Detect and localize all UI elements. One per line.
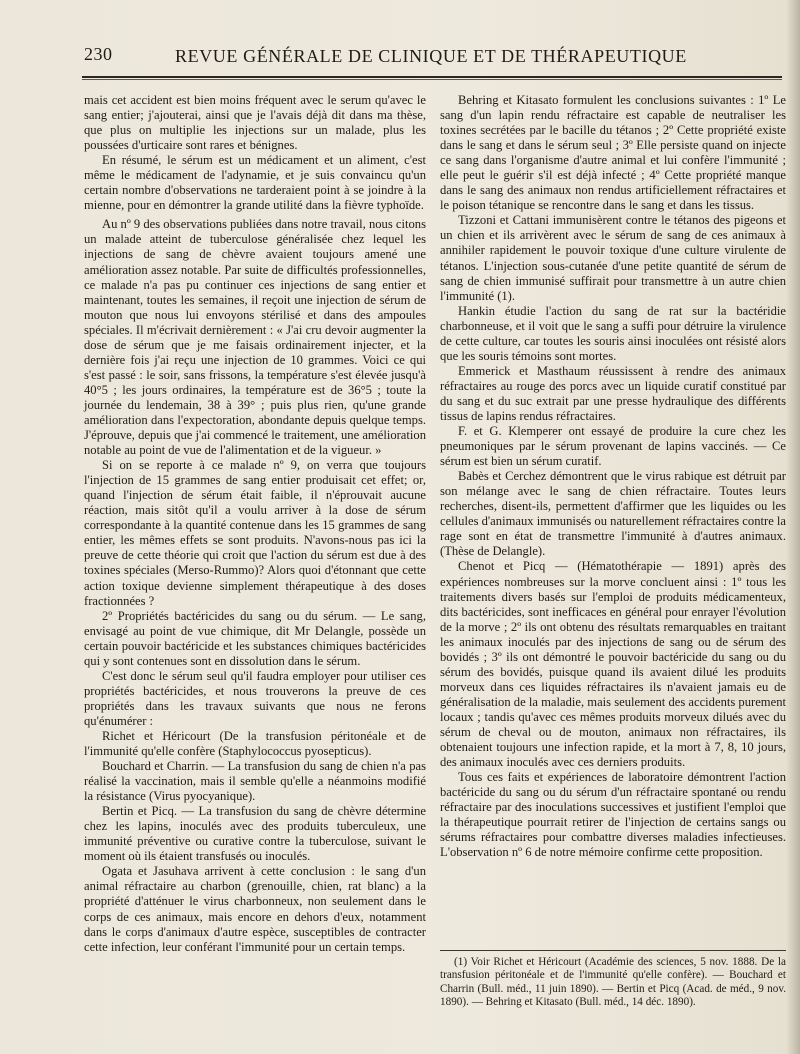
paragraph: Bertin et Picq. — La transfusion du sang de chèvre détermine chez les lapins, inoculés avec des produits tuberculeux, une immunité préventive ou curative contre la tuberculose, suivant le moment où ils étaient transfusés ou inoculés. — [84, 804, 426, 864]
paragraph: Ogata et Jasuhava arrivent à cette conclusion : le sang d'un animal réfractaire au charbon (grenouille, chien, rat blanc) a la propriété d'atténuer le virus charbonneux, non seulement dans le corps de ces animaux, mais encore en dehors d'eux, notamment dans le corps d'animaux d'autre espèce, susceptibles de contracter cette infection, leur conférant l'immunité pour un certain temps. — [84, 864, 426, 954]
paragraph: Hankin étudie l'action du sang de rat sur la bactéridie charbonneuse, et il voit que le sang a suffi pour détruire la virulence de cette culture, car toutes les souris ainsi inoculées ont résisté alors que les souris témoins sont mortes. — [440, 303, 786, 363]
left-column — [84, 93, 426, 955]
paragraph: Tizzoni et Cattani immunisèrent contre le tétanos des pigeons et un chien et ils arrivèrent avec le sérum de sang de ces animaux à annihiler rapidement le pouvoir toxique d'une culture virulente de tétanos. L'injection sous-cutanée d'une petite quantité de sérum de sang de chien immunisé suffirait pour transmettre à un autre chien l'immunité (1). — [440, 213, 786, 303]
paragraph: mais cet accident est bien moins fréquent avec le serum qu'avec le sang entier; j'ajouterai, ainsi que je l'avais déjà dit dans ma thèse, que plus on multiplie les injections sur un malade, plus les poussées d'urticaire sont rares et bénignes. — [84, 93, 426, 153]
running-head: REVUE GÉNÉRALE DE CLINIQUE ET DE THÉRAPEUTIQUE — [175, 46, 687, 66]
header-rule — [82, 76, 782, 78]
paragraph: Si on se reporte à ce malade nº 9, on verra que toujours l'injection de 15 grammes de sang entier produisait cet effet; or, quand l'injection de sérum était faible, il n'éprouvait aucune réaction, mais sitôt qu'il a voulu arriver à la dose de sérum correspondante à la quantité contenue dans les 15 grammes de sang entier, les mêmes effets se sont produits. N'avons-nous pas ici la preuve de cette théorie qui croit que l'action du sérum est due à des toxines spéciales (Merso-Rummo)? Alors quoi d'étonnant que cette action toxique devienne simplement thérapeutique à des doses fractionnées ? — [84, 458, 426, 608]
page-number: 230 — [84, 44, 113, 64]
footnote: (1) Voir Richet et Héricourt (Académie des sciences, 5 nov. 1888. De la transfusion péritonéale et de l'immunité qu'elle confère). — Bouchard et Charrin (Bull. méd., 11 juin 1890). — Bertin et Picq (Acad. de méd., 9 nov. 1890). — Behring et Kitasato (Bull. méd., 14 déc. 1890). — [440, 956, 786, 1009]
paragraph: Bouchard et Charrin. — La transfusion du sang de chien n'a pas réalisé la vaccination, mais il semble qu'elle a néanmoins modifié la résistance (Virus pyocyanique). — [84, 759, 426, 804]
footnotes — [440, 956, 786, 1010]
paragraph: Richet et Héricourt (De la transfusion péritonéale et de l'immunité qu'elle confère (Staphylococcus pyosepticus). — [84, 728, 426, 759]
header-rule-thin — [82, 79, 782, 80]
paragraph: C'est donc le sérum seul qu'il faudra employer pour utiliser ces propriétés bactéricides, et nous trouverons la preuve de ces propriétés dans les travaux suivants que nous ne ferons qu'énumérer : — [84, 668, 426, 728]
paragraph: Emmerick et Masthaum réussissent à rendre des animaux réfractaires au rouge des porcs avec un liquide curatif constitué par du sang et du suc extrait par une presse hydraulique des différents tissus de lapins rendus réfractaires. — [440, 363, 786, 423]
paragraph: En résumé, le sérum est un médicament et un aliment, c'est même le médicament de l'adynamie, et je suis convaincu qu'un certain nombre d'observations ne tarderaient point à se joindre à la mienne, pour en démontrer la grande utilité dans la fièvre typhoïde. — [84, 153, 426, 213]
footnote-rule — [440, 950, 786, 951]
paragraph: Chenot et Picq — (Hématothérapie — 1891) après des expériences nombreuses sur la morve concluent ainsi : 1º tous les traitements divers basés sur l'emploi de produits médicamenteux, dits bactéricides, sont inefficaces en général pour enrayer l'évolution de la morve ; 2º ils ont obtenu des résultats remarquables en traitant les animaux inoculés par des injections de sang ou de sérum des bovidés ; 3º ils ont démontré le pouvoir bactéricide du sang ou du sérum des bovidés, puisque quand ils avaient dilué les produits morveux dans ces liquides réfractaires ils n'avaient jamais eu de généralisation de la maladie, mais seulement des accidents purement locaux ; tandis qu'avec ces mêmes produits morveux dilués avec du sérum de cheval ou de mouton, animaux non réfractaires, ils obtenaient toujours une infection rapide, et la mort à 7, 8, 10 jours, des animaux inoculés avec ces derniers produits. — [440, 559, 786, 770]
paragraph: Behring et Kitasato formulent les conclusions suivantes : 1º Le sang d'un lapin rendu réfractaire est capable de neutraliser les toxines secrétées par le bacille du tétanos ; 2º Cette propriété existe dans le sang et dans le sérum seul ; 3º Elle persiste quand on injecte ce sang dans l'organisme d'autre animal et lui confère l'immunité ; elle peut le guérir s'il est déjà infecté ; 4º Cette propriété manque dans le sang des animaux non rendus artificiellement réfractaires et le poison tétanique se rencontre dans le sang et dans les tissus. — [440, 93, 786, 213]
right-column — [440, 93, 786, 860]
paragraph: F. et G. Klemperer ont essayé de produire la cure chez les pneumoniques par le sérum provenant de lapins vaccinés. — Ce sérum est bien un sérum curatif. — [440, 424, 786, 469]
paragraph: Au nº 9 des observations publiées dans notre travail, nous citons un malade atteint de tuberculose généralisée chez lequel les injections de sang de chèvre avaient toujours amené une amélioration assez notable. Par suite de difficultés professionnelles, ce malade n'a pas pu continuer ces injections de sang entier et maintenant, toutes les semaines, il reçoit une injection de sérum de mouton que nous lui envoyons stérilisé et dans des ampoules spéciales. Il m'écrivait dernièrement : « J'ai cru devoir augmenter la dose de sérum que je me faisais ordinairement injecter, et la dernière fois j'ai reçu une injection de 10 grammes. Voici ce qui s'est passé : le soir, sans frissons, la température s'est élevée jusqu'à 40°5 ; les jours ordinaires, la température est de 36°5 ; toute la journée du lendemain, 38 à 39° ; puis plus rien, qu'une grande amélioration dans l'expectoration, abondante depuis quelque temps. J'éprouve, depuis que j'ai commencé le traitement, une amélioration notable au point de vue de l'alimentation et de la vigueur. » — [84, 217, 426, 458]
paragraph: 2º Propriétés bactéricides du sang ou du sérum. — Le sang, envisagé au point de vue chimique, dit Mr Delangle, possède un certain pouvoir bactéricide et les substances chimiques bactéricides qui y sont contenues sont en dissolution dans le sérum. — [84, 608, 426, 668]
paragraph: Babès et Cerchez démontrent que le virus rabique est détruit par son mélange avec le sang de chien réfractaire. Toutes leurs recherches, disent-ils, permettent d'affirmer que les liquides ou les cellules d'animaux immunisés ou naturellement réfractaires contre la rage sont en état de transmettre l'immunité à d'autres animaux. (Thèse de Delangle). — [440, 469, 787, 559]
paragraph: Tous ces faits et expériences de laboratoire démontrent l'action bactéricide du sang ou du sérum d'un réfractaire spontané ou rendu réfractaire par des inoculations successives et justifient l'emploi que la thérapeutique pourrait retirer de l'injection de certains sangs ou sérums réfractaires pour combattre diverses maladies infectieuses. L'observation nº 6 de notre mémoire confirme cette proposition. — [440, 770, 786, 860]
page-edge-shadow — [786, 0, 800, 1054]
